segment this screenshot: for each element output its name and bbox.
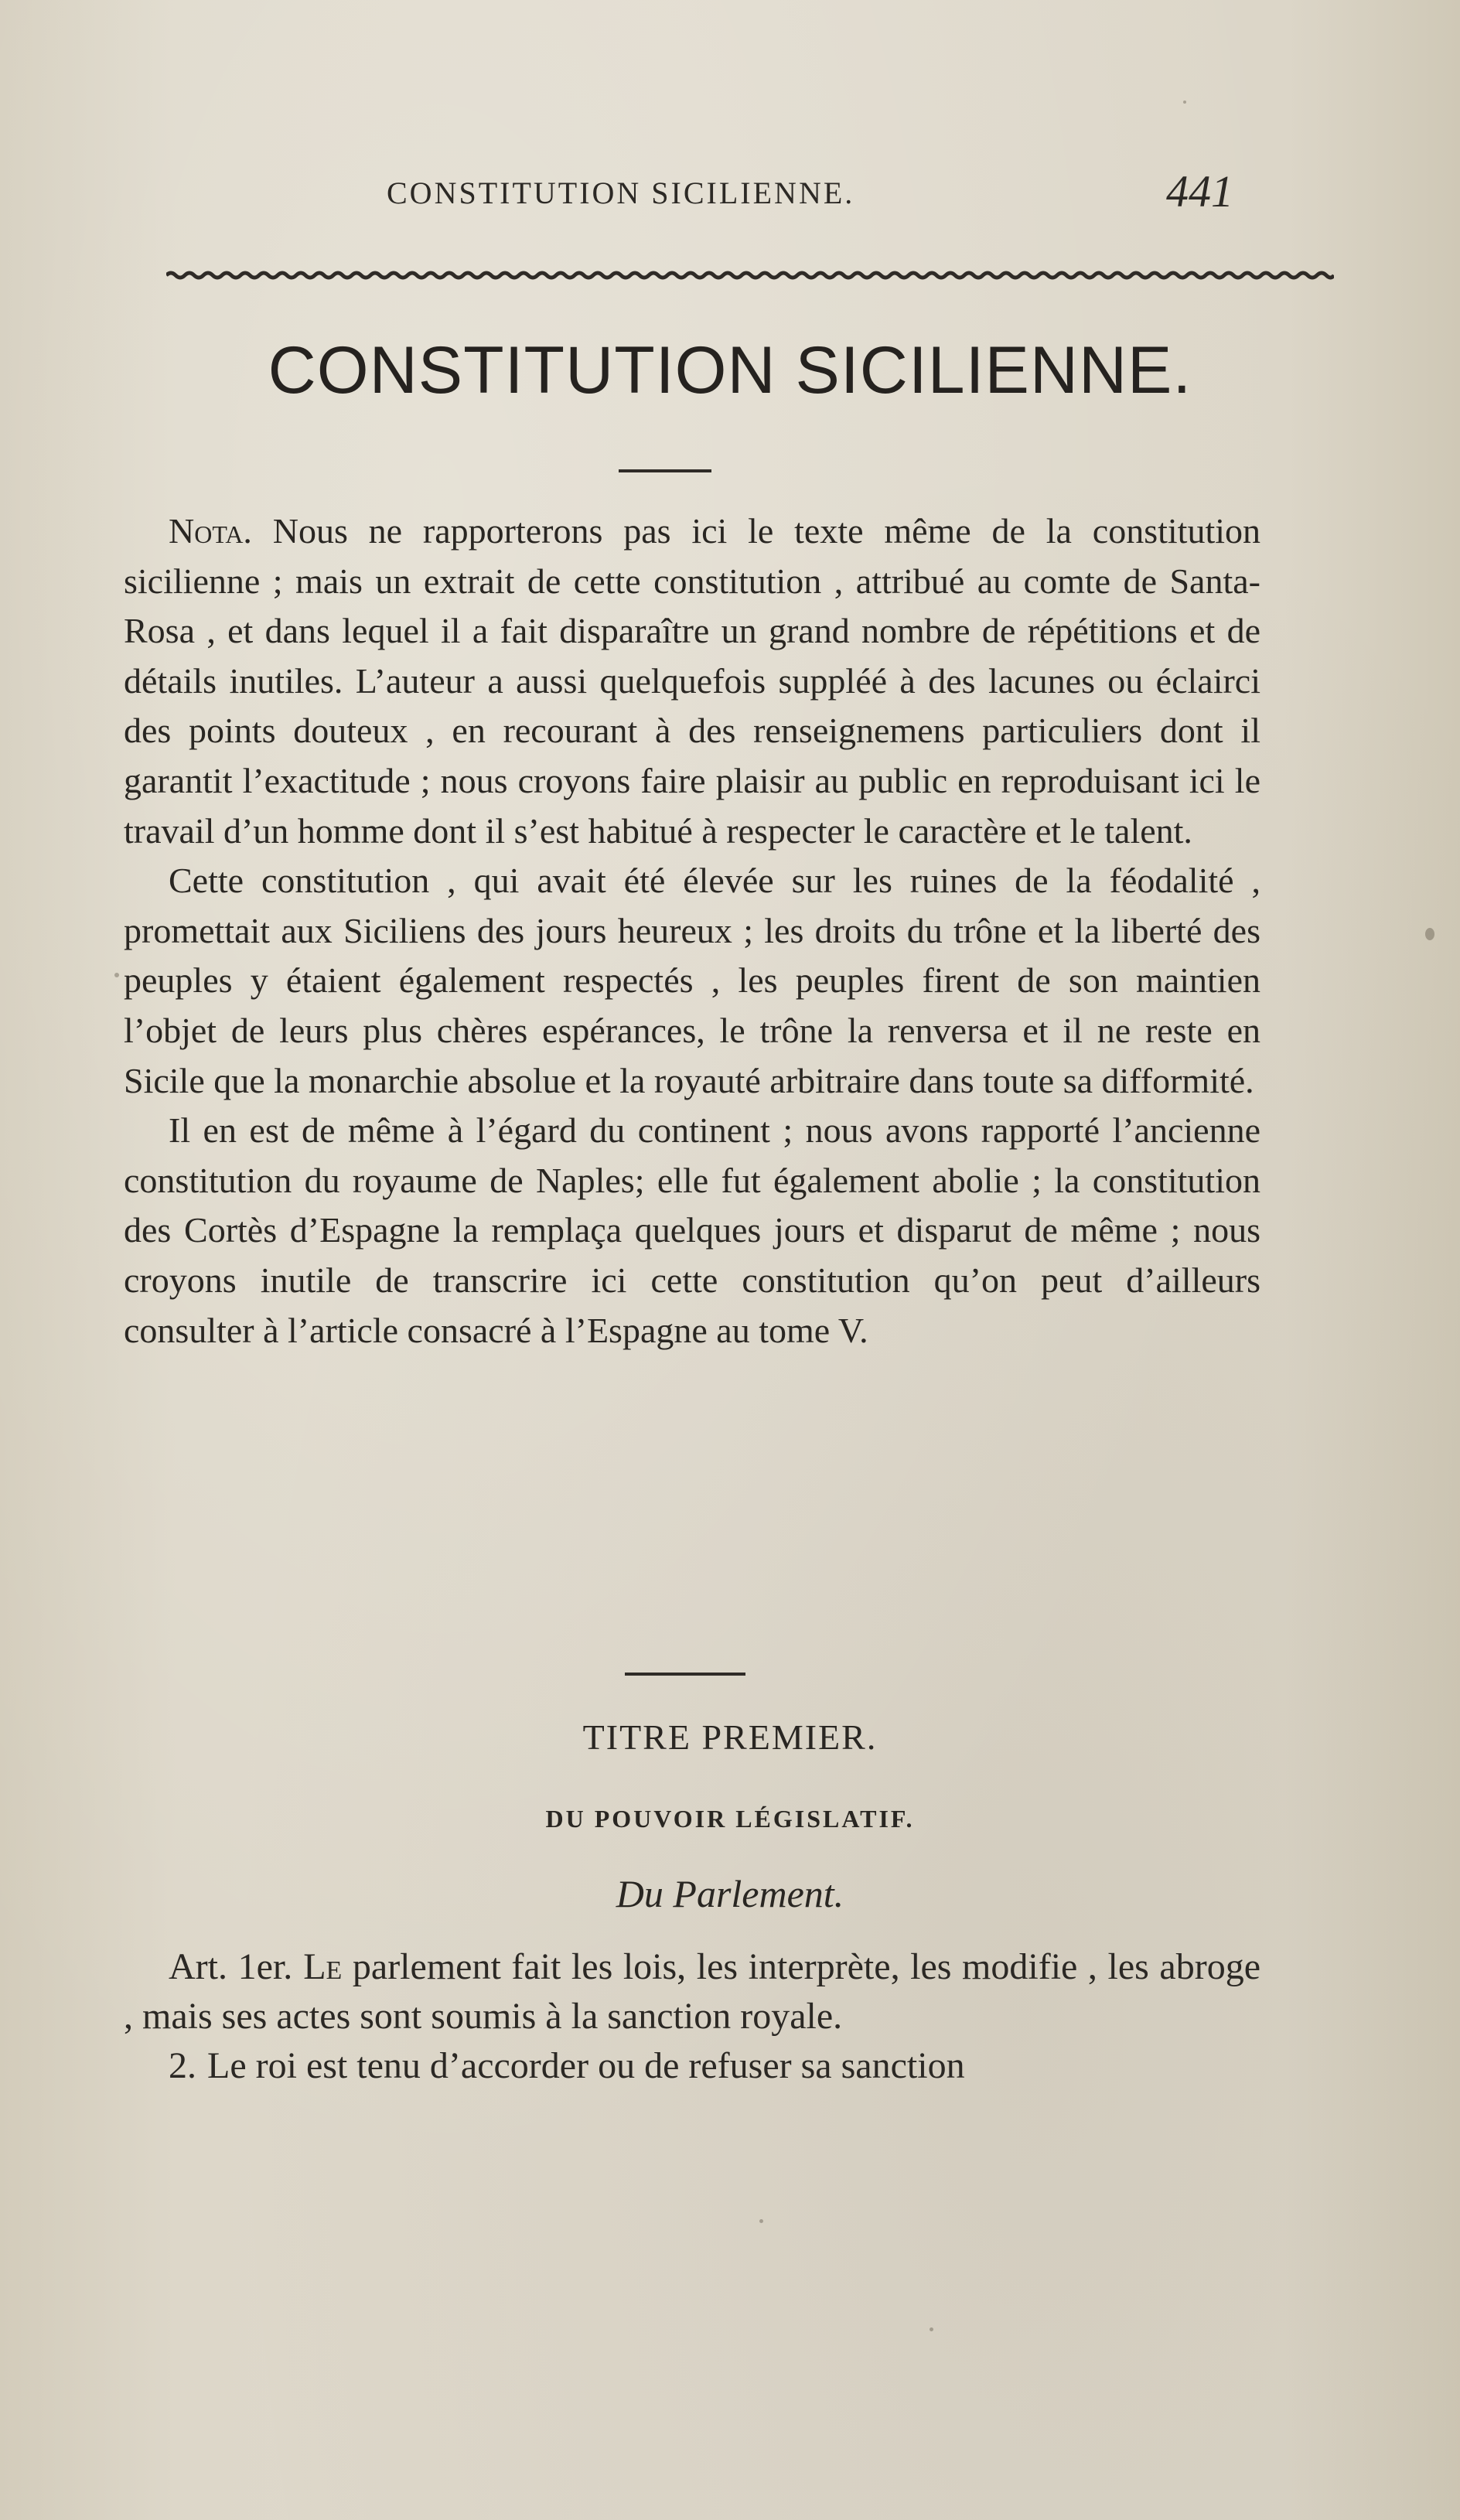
- section-title: TITRE PREMIER.: [582, 1717, 878, 1757]
- article-number: Art. 1er.: [169, 1946, 293, 1987]
- page-number: 441: [1166, 166, 1233, 217]
- title-divider: [619, 469, 711, 472]
- main-title: CONSTITUTION SICILIENNE.: [268, 333, 1192, 407]
- section-divider: [625, 1673, 745, 1676]
- paper-speck: [759, 2219, 763, 2223]
- nota-label: Nota.: [169, 511, 252, 551]
- nota-paragraph: [124, 506, 1260, 856]
- article-text: parlement fait les lois, les interprète, les modifie , les abroge , mais ses actes sont soumis à la sanction royale.: [124, 1946, 1261, 2037]
- running-title: CONSTITUTION SICILIENNE.: [387, 176, 855, 210]
- article-lead: Le: [303, 1946, 343, 1987]
- nota-text: Nous ne rapporterons pas ici le texte même de la constitution sicilienne ; mais un extrait de cette constitution , attribué au comte de Santa-Rosa , et dans lequel il a fait disparaître un grand nombre de répétitions et de détails inutiles. L’auteur a aussi quelquefois suppléé à des lacunes ou éclairci des points douteux , en recourant à des renseignemens particuliers dont il garantit l’exactitude ; nous croyons faire plaisir au public en reproduisant ici le travail d’un homme dont il s’est habitué à respecter le caractère et le talent.: [124, 511, 1260, 851]
- ornamental-rule: [166, 269, 1334, 281]
- section-subtitle: DU POUVOIR LÉGISLATIF.: [545, 1805, 915, 1833]
- paper-speck: [1183, 101, 1186, 104]
- article-1: [124, 1942, 1260, 2041]
- paragraph-2: Cette constitution , qui avait été élevée sur les ruines de la féodalité , promettait aux Siciliens des jours heureux ; les droits du trône et la liberté des peuples y étaient également respectés , les peuples firent de son maintien l’objet de leurs plus chères espérances, le trône la renversa et il ne reste en Sicile que la monarchie absolue et la royauté arbitraire dans toute sa difformité.: [124, 861, 1260, 1100]
- article-text: Le roi est tenu d’accorder ou de refuser sa sanction: [207, 2045, 965, 2086]
- section-heading: Du Parlement.: [616, 1872, 844, 1915]
- article-number: 2.: [169, 2045, 196, 2086]
- paper-speck: [930, 2327, 933, 2331]
- running-head: [0, 166, 1460, 224]
- article-2: [124, 2041, 1260, 2091]
- paper-speck: [1425, 928, 1434, 940]
- intro-text: [124, 506, 1260, 1355]
- paper-speck: [114, 973, 119, 977]
- articles: [124, 1942, 1260, 2091]
- paragraph-3: Il en est de même à l’égard du continent ; nous avons rapporté l’ancienne constitution du royaume de Naples; elle fut également abolie ; la constitution des Cortès d’Espagne la remplaça quelques jours et disparut de même ; nous croyons inutile de transcrire ici cette constitution qu’on peut d’ailleurs consulter à l’article consacré à l’Espagne au tome V.: [124, 1110, 1260, 1350]
